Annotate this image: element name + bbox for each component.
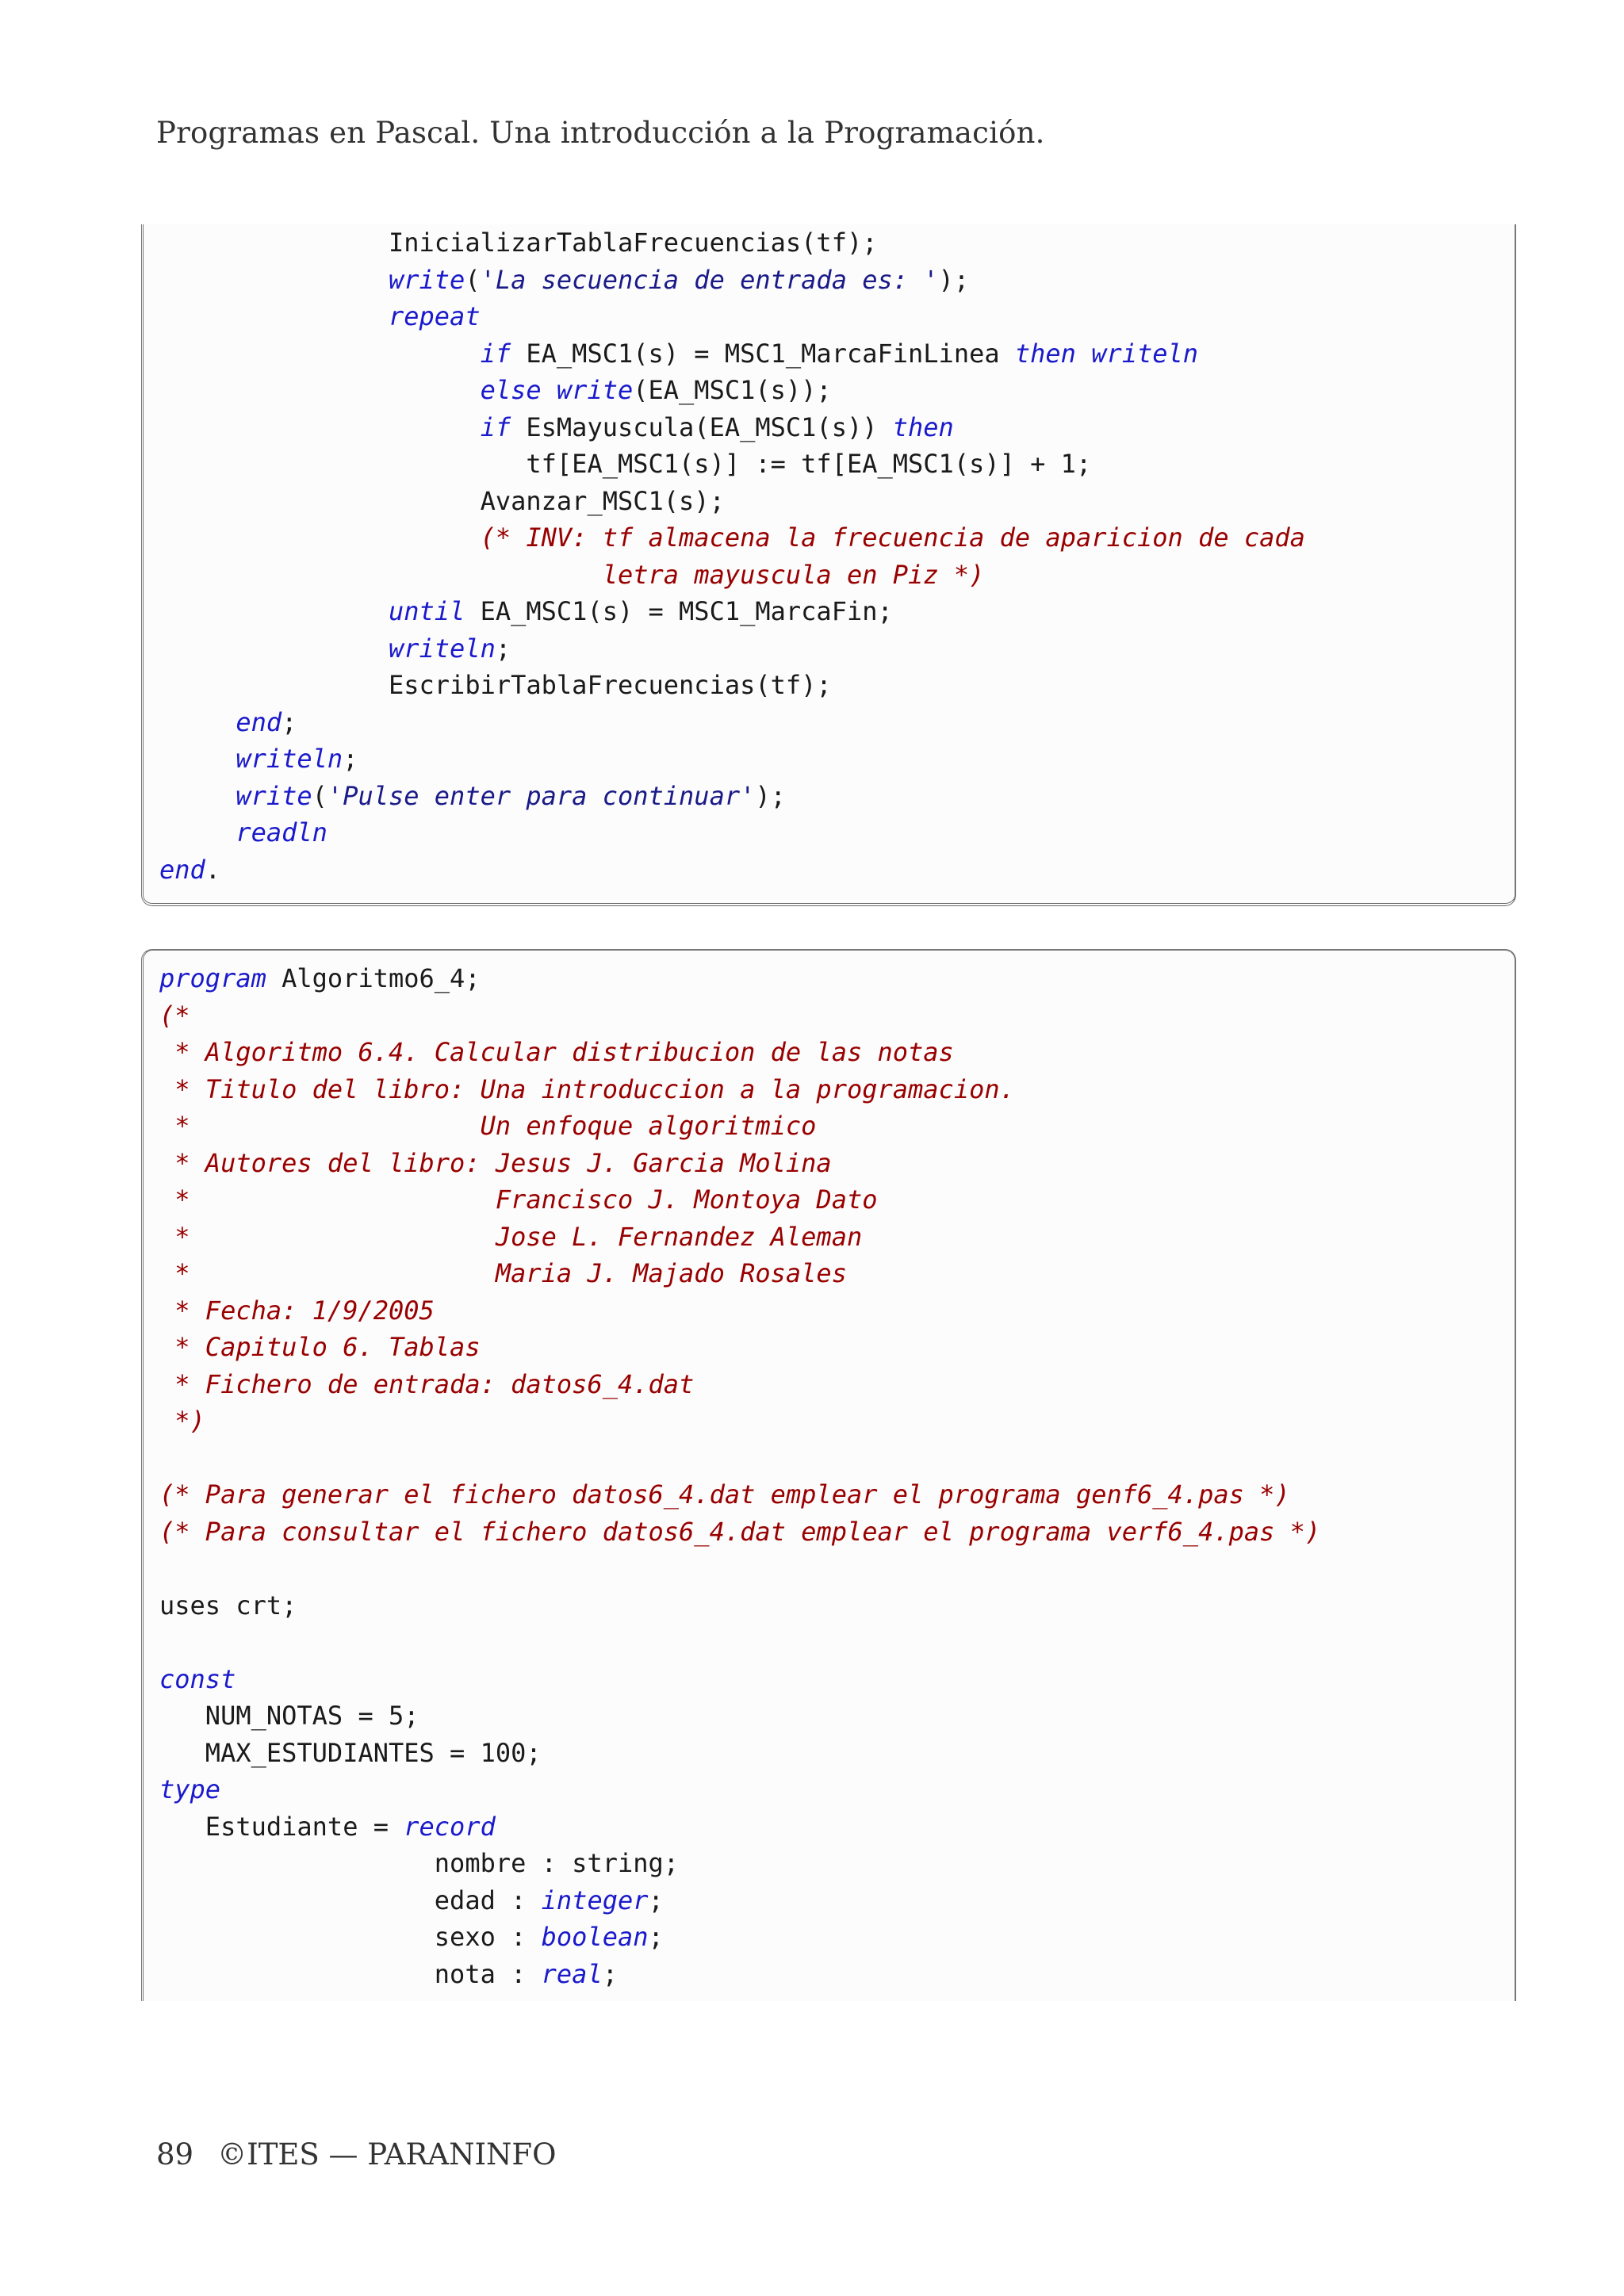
code-comment: letra mayuscula en Piz *) (602, 559, 985, 590)
code-line (159, 1513, 1320, 1551)
code-line (159, 1808, 1320, 1846)
code-listing-continuation (141, 224, 1516, 906)
code-line (159, 630, 1305, 668)
code-text (159, 1443, 174, 1473)
code-text: EscribirTablaFrecuencias(tf); (159, 670, 832, 700)
code-keyword: if (480, 338, 511, 369)
code-line (159, 1181, 1320, 1219)
code-text: Estudiante = (159, 1811, 404, 1842)
code-keyword: writeln (236, 744, 343, 774)
code-line (159, 372, 1305, 409)
code-line (159, 1402, 1320, 1440)
code-line (159, 740, 1305, 778)
code-text (159, 412, 481, 442)
code-line (159, 1255, 1320, 1292)
code-comment: * Fichero de entrada: datos6_4.dat (159, 1368, 695, 1399)
code-line (159, 667, 1305, 704)
code-keyword: end (159, 854, 205, 885)
code-line (159, 1366, 1320, 1403)
code-text: edad : (159, 1885, 542, 1915)
code-comment: * Capitulo 6. Tablas (159, 1332, 481, 1362)
code-text (159, 339, 481, 369)
code-comment: (* (159, 1000, 190, 1031)
code-keyword: then writeln (1014, 338, 1199, 369)
code-line (159, 298, 1305, 335)
code-text: ; (495, 633, 511, 664)
code-string: 'La secuencia de entrada es: ' (480, 264, 939, 295)
code-listing-algoritmo6-4 (141, 949, 1516, 2001)
code-keyword: else write (480, 375, 634, 405)
code-text: ( (465, 264, 481, 295)
code-keyword: program (159, 963, 266, 993)
code-keyword: if (480, 411, 511, 442)
code-keyword: record (404, 1811, 496, 1842)
code-text: nombre : string; (159, 1848, 680, 1878)
code-text: ; (648, 1922, 664, 1952)
code-comment: * Algoritmo 6.4. Calcular distribucion de las notas (159, 1037, 954, 1067)
code-line (159, 557, 1305, 594)
code-text: ; (282, 706, 297, 737)
code-text: ; (343, 744, 358, 774)
code-line (159, 593, 1305, 630)
code-line (159, 262, 1305, 299)
code-line (159, 1108, 1320, 1145)
page-number: 89 (156, 2137, 194, 2172)
code-line (159, 1329, 1320, 1366)
code-comment: * Titulo del libro: Una introduccion a la programacion. (159, 1073, 1015, 1104)
code-comment: * Fecha: 1/9/2005 (159, 1295, 435, 1326)
code-keyword: boolean (541, 1922, 649, 1952)
code-line (159, 1440, 1320, 1477)
code-line (159, 1034, 1320, 1071)
code-text: . (205, 854, 221, 885)
code-comment: *) (159, 1406, 205, 1436)
code-line (159, 224, 1305, 262)
code-text: uses crt; (159, 1590, 297, 1621)
code-text: (EA_MSC1(s)); (633, 375, 832, 405)
code-keyword: integer (541, 1885, 649, 1915)
code-lines (159, 224, 1305, 888)
code-line (159, 1956, 1320, 1993)
code-text (159, 560, 603, 590)
code-line (159, 1550, 1320, 1587)
code-line (159, 1845, 1320, 1882)
code-line (159, 814, 1305, 851)
code-line (159, 1219, 1320, 1256)
code-text: sexo : (159, 1922, 542, 1952)
code-text: nota : (159, 1958, 542, 1989)
code-text (159, 781, 236, 811)
code-line (159, 1882, 1320, 1919)
page-header-title: Programas en Pascal. Una introducción a la Programación. (156, 116, 1045, 150)
code-line (159, 960, 1320, 997)
code-comment: (* INV: tf almacena la frecuencia de aparicion de cada (480, 522, 1305, 553)
code-text: tf[EA_MSC1(s)] := tf[EA_MSC1(s)] + 1; (159, 449, 1092, 479)
code-comment: * Autores del libro: Jesus J. Garcia Molina (159, 1147, 832, 1178)
code-line (159, 1697, 1320, 1735)
code-keyword: const (159, 1663, 236, 1694)
code-line (159, 1771, 1320, 1808)
code-text: NUM_NOTAS = 5; (159, 1701, 419, 1731)
code-line (159, 704, 1305, 741)
code-keyword: type (159, 1774, 221, 1804)
code-lines (159, 960, 1320, 1992)
code-text: ; (602, 1958, 618, 1989)
code-text (159, 265, 389, 295)
code-line (159, 1292, 1320, 1330)
code-text: ( (312, 780, 327, 811)
code-comment: * Jose L. Fernandez Aleman (159, 1221, 863, 1252)
code-line (159, 409, 1305, 446)
code-keyword: then (892, 411, 954, 442)
code-keyword: write (236, 780, 312, 811)
code-text (159, 1627, 174, 1657)
code-keyword: repeat (388, 301, 481, 331)
code-line (159, 1587, 1320, 1624)
code-line (159, 851, 1305, 889)
code-string: 'Pulse enter para continuar' (327, 780, 756, 811)
code-keyword: write (388, 264, 465, 295)
code-line (159, 1145, 1320, 1182)
code-text (159, 744, 236, 774)
code-line (159, 1476, 1320, 1513)
code-keyword: writeln (388, 633, 496, 664)
code-keyword: until (388, 596, 465, 626)
code-text (159, 1553, 174, 1583)
code-text (159, 375, 481, 405)
code-line (159, 778, 1305, 815)
code-line (159, 1071, 1320, 1108)
code-line (159, 1661, 1320, 1698)
copyright-notice: ©ITES — PARANINFO (217, 2137, 557, 2172)
code-text: MAX_ESTUDIANTES = 100; (159, 1737, 542, 1768)
code-comment: * Francisco J. Montoya Dato (159, 1184, 878, 1215)
code-text (159, 596, 389, 626)
code-line (159, 335, 1305, 373)
code-text (159, 522, 481, 553)
code-line (159, 1919, 1320, 1956)
code-text (159, 817, 236, 848)
code-comment: (* Para generar el fichero datos6_4.dat emplear el programa genf6_4.pas *) (159, 1479, 1290, 1510)
code-keyword: readln (236, 817, 327, 848)
code-text (159, 301, 389, 331)
code-keyword: end (236, 706, 282, 737)
code-comment: * Maria J. Majado Rosales (159, 1258, 847, 1288)
code-line (159, 997, 1320, 1035)
code-text: InicializarTablaFrecuencias(tf); (159, 228, 878, 258)
code-text (159, 707, 236, 737)
code-comment: (* Para consultar el fichero datos6_4.dat emplear el programa verf6_4.pas *) (159, 1516, 1321, 1547)
code-line (159, 1624, 1320, 1661)
code-line (159, 1735, 1320, 1772)
code-text: EA_MSC1(s) = MSC1_MarcaFin; (465, 596, 893, 626)
code-comment: * Un enfoque algoritmico (159, 1111, 817, 1141)
code-text: Avanzar_MSC1(s); (159, 485, 725, 516)
code-keyword: real (541, 1958, 603, 1989)
code-text: ); (755, 780, 786, 811)
code-text: ); (938, 264, 970, 295)
code-text: ; (648, 1885, 664, 1915)
code-line (159, 519, 1305, 557)
code-text: EA_MSC1(s) = MSC1_MarcaFinLinea (511, 338, 1015, 369)
page-footer (156, 2137, 556, 2172)
code-text: Algoritmo6_4; (266, 963, 481, 993)
code-line (159, 446, 1305, 483)
code-line (159, 483, 1305, 520)
code-text: EsMayuscula(EA_MSC1(s)) (511, 411, 893, 442)
code-text (159, 633, 389, 664)
